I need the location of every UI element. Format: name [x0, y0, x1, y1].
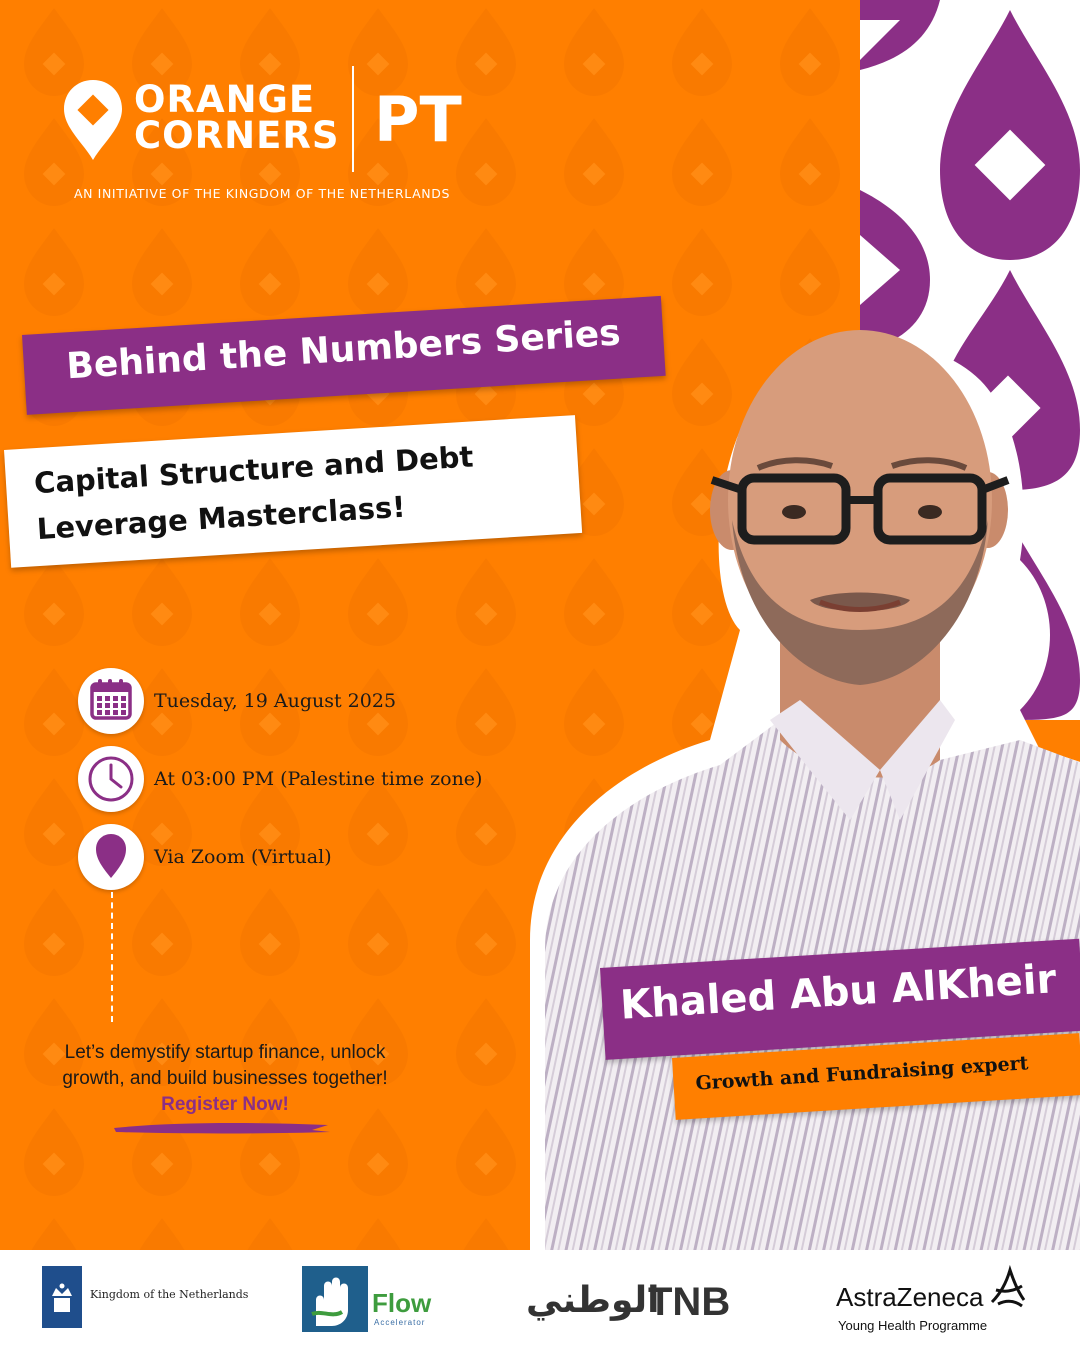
hand-logo-icon [302, 1266, 368, 1332]
masterclass-title-line-1: Capital Structure and Debt [33, 439, 475, 501]
initiative-tagline: AN INITIATIVE OF THE KINGDOM OF THE NETHERLANDS [74, 186, 450, 201]
dotted-connector [111, 892, 113, 1022]
event-location: Via Zoom (Virtual) [154, 846, 332, 868]
flow-logo-text: Flow [372, 1288, 432, 1318]
call-to-action [30, 1040, 420, 1118]
region-code: PT [374, 83, 462, 156]
time-icon-circle [78, 746, 144, 812]
location-icon-circle [78, 824, 144, 890]
speaker-name: Khaled Abu AlKheir [618, 956, 1058, 1029]
brand-line-1: ORANGE [134, 78, 316, 121]
flow-logo-subtext: Accelerator [374, 1318, 426, 1327]
calendar-icon [78, 668, 144, 734]
date-icon-circle [78, 668, 144, 734]
series-title: Behind the Numbers Series [65, 312, 622, 388]
register-now-link[interactable]: Register Now! [161, 1094, 289, 1115]
brand-line-2: CORNERS [134, 114, 340, 157]
logo-divider [352, 66, 354, 172]
astrazeneca-subtext: Young Health Programme [838, 1318, 988, 1333]
astrazeneca-symbol-icon [984, 1264, 1028, 1310]
event-time: At 03:00 PM (Palestine time zone) [154, 768, 483, 790]
location-pin-icon [62, 78, 124, 162]
clock-icon [78, 746, 144, 812]
tnb-logo-text: TNB [648, 1280, 731, 1324]
cta-line-2: growth, and build businesses together! [62, 1068, 388, 1089]
crown-crest-icon [42, 1266, 82, 1328]
tnb-arabic-text: الوطني [526, 1280, 660, 1321]
astrazeneca-logo-text: AstraZeneca [836, 1282, 984, 1312]
partner-footer [0, 1250, 1080, 1350]
event-date: Tuesday, 19 August 2025 [154, 690, 397, 712]
map-pin-icon [78, 824, 144, 890]
brand-wordmark [134, 78, 340, 157]
speaker-role: Growth and Fundraising expert [694, 1052, 1029, 1095]
netherlands-logo-text: Kingdom of the Netherlands [90, 1288, 249, 1301]
brush-underline [112, 1118, 332, 1138]
masterclass-title-line-2: Leverage Masterclass! [35, 489, 407, 547]
cta-line-1: Let’s demystify startup finance, unlock [64, 1042, 386, 1063]
